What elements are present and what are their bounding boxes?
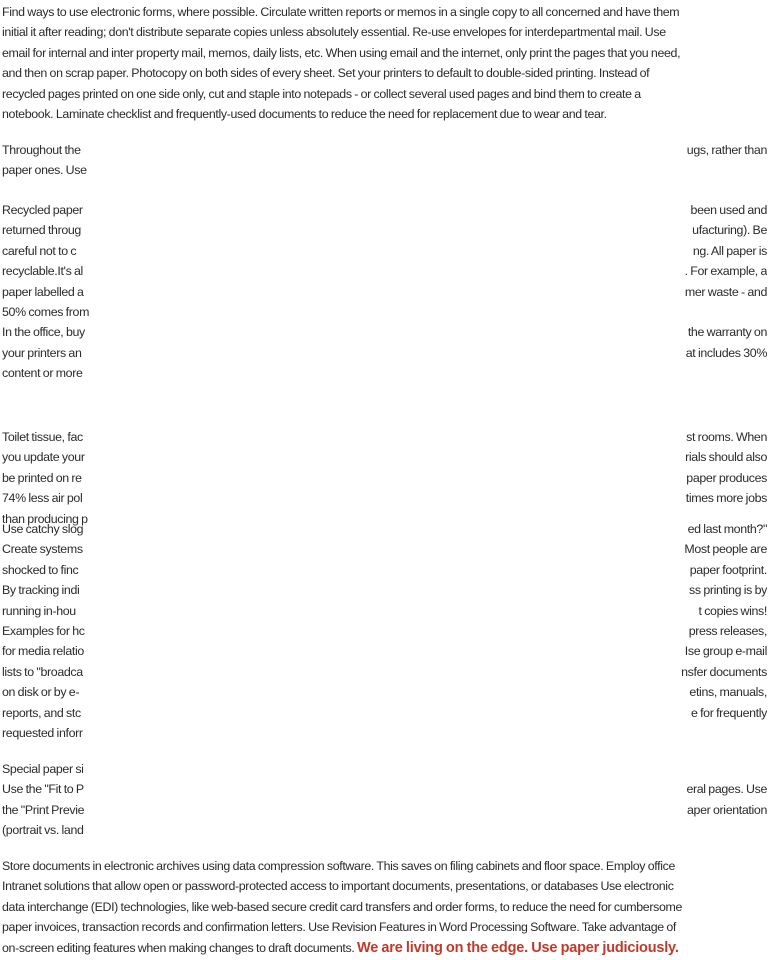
text-fragment-left: paper labelled a [2, 284, 84, 299]
text-line-tail: on-screen editing features when making changes to draft documents. [2, 940, 355, 955]
text-fragment-right: etins, manuals, [689, 685, 767, 700]
text-fragment-left: Use catchy slog [2, 522, 84, 536]
text-fragment-right: ufacturing). Be [692, 223, 767, 238]
text-fragment-left: (portrait vs. land [2, 823, 84, 838]
text-fragment-left: the "Print Previe [2, 802, 85, 817]
text-line: Store documents in electronic archives using data compression software. This saves on filing cabinets and floor space. Employ office [2, 859, 676, 873]
text-fragment-right: press releases, [688, 623, 767, 638]
text-fragment-left: Examples for hc [2, 623, 85, 638]
text-fragment-left: returned throug [2, 223, 81, 238]
text-line: email for internal and inter property mail, memos, daily lists, etc. When using email and the internet, only print the pages that you need, [2, 45, 681, 60]
text-fragment-left: Recycled paper [2, 203, 83, 217]
text-line: and then on scrap paper. Photocopy on both sides of every sheet. Set your printers to default to double-sided printing. Instead of [2, 66, 650, 81]
text-fragment-right: . For example, a [684, 264, 767, 279]
text-line: initial it after reading; don't distribute separate copies unless absolutely essential. Re-use envelopes for interdepartmental mail. Use [2, 25, 666, 40]
text-fragment-left: paper ones. Use [2, 163, 87, 178]
text-fragment-right: st rooms. When [686, 430, 767, 444]
text-fragment-left: than producing p [2, 511, 88, 526]
text-fragment-left: Use the "Fit to P [2, 782, 84, 797]
text-line [2, 938, 767, 958]
text-fragment-left: 50% comes from [2, 304, 90, 319]
tagline: We are living on the edge. Use paper judiciously. [357, 939, 679, 956]
text-fragment-left: reports, and stc [2, 705, 81, 720]
text-fragment-left: you update your [2, 450, 85, 465]
text-fragment-left: By tracking indi [2, 583, 80, 598]
text-fragment-left: requested inforr [2, 725, 83, 740]
text-fragment-left: be printed on re [2, 470, 82, 485]
text-fragment-left: on disk or by e- [2, 685, 80, 700]
text-fragment-right: nsfer documents [681, 664, 767, 679]
text-fragment-right: aper orientation [686, 802, 767, 817]
text-fragment-left: Toilet tissue, fac [2, 430, 83, 444]
text-fragment-right: ed last month?" [687, 522, 767, 536]
text-fragment-right: mer waste - and [684, 284, 767, 299]
text-fragment-left: content or more [2, 366, 83, 381]
paragraph-electronic-forms [2, 2, 767, 124]
text-fragment-left: lists to "broadca [2, 664, 83, 679]
text-line: recycled pages printed on one side only, cut and staple into notepads - or collect several used pages and bind them to create a [2, 86, 641, 101]
text-fragment-left: In the office, buy [2, 325, 85, 340]
text-line: Intranet solutions that allow open or password-protected access to important documents, presentations, or databases Use electronic [2, 879, 674, 894]
text-fragment-left: shocked to finc [2, 562, 79, 577]
text-fragment-right: rials should also [685, 450, 767, 465]
text-fragment-right: at includes 30% [685, 345, 767, 360]
text-fragment-left: recyclable.It's al [2, 264, 83, 279]
text-fragment-left: Throughout the [2, 143, 81, 157]
text-fragment-left: Special paper si [2, 762, 84, 776]
blank-overlay-panel [100, 126, 678, 841]
text-fragment-left: running in-hou [2, 603, 76, 618]
text-fragment-left: Create systems [2, 542, 83, 557]
text-line: data interchange (EDI) technologies, like web-based secure credit card transfers and order forms, to reduce the need for cumbersome [2, 899, 683, 914]
text-fragment-left: for media relatio [2, 644, 84, 659]
text-fragment-right: the warranty on [687, 325, 767, 340]
text-fragment-right: e for frequently [690, 705, 767, 720]
text-fragment-right: paper produces [686, 470, 767, 485]
text-fragment-right: ng. All paper is [692, 243, 767, 258]
text-fragment-right: times more jobs [685, 491, 767, 506]
text-fragment-right: ugs, rather than [686, 143, 767, 157]
text-fragment-right: Ise group e-mail [684, 644, 767, 659]
text-fragment-right: eral pages. Use [686, 782, 767, 797]
text-line: notebook. Laminate checklist and frequently-used documents to reduce the need for replacement due to wear and tear. [2, 107, 607, 122]
text-fragment-right: been used and [690, 203, 767, 217]
text-fragment-left: your printers an [2, 345, 82, 360]
text-fragment-right: Most people are [684, 542, 767, 557]
text-fragment-right: ss printing is by [689, 583, 767, 598]
text-fragment-right: t copies wins! [698, 603, 767, 618]
text-line: Find ways to use electronic forms, where possible. Circulate written reports or memos in a single copy to all concerned and have them [2, 5, 680, 19]
text-fragment-left: 74% less air pol [2, 491, 83, 506]
text-fragment-right: paper footprint. [689, 562, 767, 577]
text-fragment-left: careful not to c [2, 243, 77, 258]
text-line: paper invoices, transaction records and confirmation letters. Use Revision Features in Word Processing Software. Take advantage of [2, 920, 677, 935]
paragraph-store-documents [2, 856, 767, 958]
